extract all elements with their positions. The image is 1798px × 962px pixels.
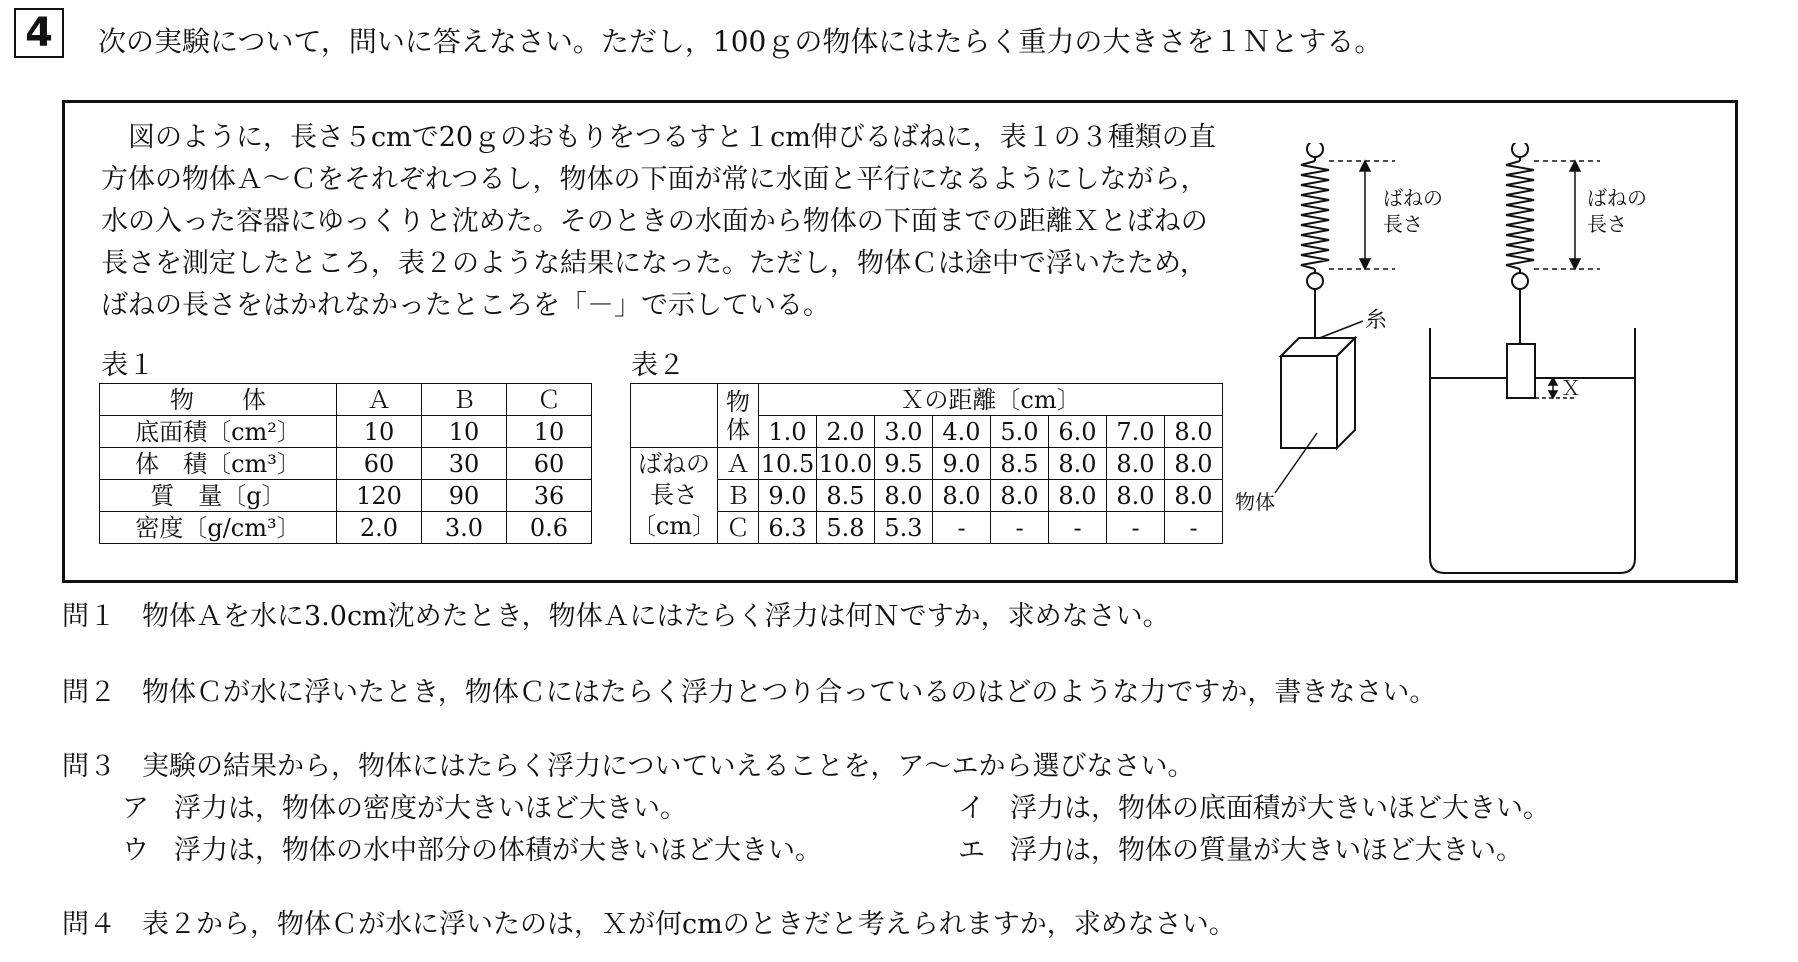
table2-object-header: 物体 [718,384,759,448]
table2-cell: - [991,512,1049,544]
table2-cell: 5.8 [817,512,875,544]
option-a-label: ア [122,793,149,824]
figure-svg [1235,143,1735,583]
table2-row [631,448,1223,480]
table2-cell: 9.0 [759,480,817,512]
spring-in-air [1301,143,1329,348]
spring-label-2-line1: ばねの [1587,186,1647,210]
table1-cell: 体 積〔cm³〕 [100,448,337,480]
spring-label-2-line2: 長さ [1587,212,1627,236]
table2-x-header: Ｘの距離〔cm〕 [759,384,1223,416]
table1 [99,383,592,544]
option-e-label: エ [958,835,985,866]
table2-cell: 8.0 [1049,448,1107,480]
passage-line-3: 水の入った容器にゆっくりと沈めた。そのときの水面から物体の下面までの距離Ｘとばねの [101,206,1208,237]
table2-x-value: 5.0 [991,416,1049,448]
table1-head-cell: 物 体 [100,384,337,416]
question-2-number: 問２ [62,677,116,708]
experiment-box [62,100,1738,583]
table2-cell: 8.0 [1107,480,1165,512]
table2-cell: - [933,512,991,544]
table2-cell: 5.3 [875,512,933,544]
object-box-icon [1281,338,1355,448]
table2-cell: 8.0 [1107,448,1165,480]
table2-cell: - [1107,512,1165,544]
table1-cell: 2.0 [337,512,422,544]
top-hook-icon [1512,143,1528,157]
table2-cell: 8.0 [933,480,991,512]
table1-cell: 質 量〔g〕 [100,480,337,512]
table2-x-value: 8.0 [1165,416,1223,448]
spring-label-1-line2: 長さ [1383,212,1423,236]
table2 [630,383,1223,544]
table1-cell: 120 [337,480,422,512]
option-u [122,828,822,867]
table1-cell: 60 [337,448,422,480]
question-4-text: 表２から，物体Ｃが水に浮いたのは，Ｘが何cmのときだと考えられますか，求めなさい。 [142,909,1236,940]
table2-label: 表２ [631,350,685,381]
thread-pointer [1317,321,1363,339]
table2-row-label-line: 長さ [650,481,698,509]
table2-cell: - [1049,512,1107,544]
question-2 [62,670,1436,709]
table2-row-label [631,448,718,544]
question-4-number: 問４ [62,909,116,940]
table2-cell: 9.0 [933,448,991,480]
table2-head-row [631,384,1223,416]
option-u-text: 浮力は，物体の水中部分の体積が大きいほど大きい。 [174,835,822,866]
option-u-label: ウ [122,835,149,866]
table2-cell: - [1165,512,1223,544]
table1-row [100,448,592,480]
option-a [122,786,687,825]
table2-x-value: 7.0 [1107,416,1165,448]
table2-cell: 8.5 [991,448,1049,480]
table2-object-cell: Ｂ [718,480,759,512]
passage-line-1: 図のように，長さ５cmで20ｇのおもりをつるすと１cm伸びるばねに，表１の３種類の直 [128,122,1216,153]
table2-row [631,512,1223,544]
table2-cell: 6.3 [759,512,817,544]
option-i-text: 浮力は，物体の底面積が大きいほど大きい。 [1010,793,1550,824]
table2-cell: 8.5 [817,480,875,512]
thread-label: 糸 [1365,308,1388,333]
table1-cell: 密度〔g/cm³〕 [100,512,337,544]
table1-cell: 36 [507,480,592,512]
table2-object-cell: Ａ [718,448,759,480]
table1-cell: 60 [507,448,592,480]
experiment-figure [1235,143,1735,583]
table2-cell: 8.0 [1165,480,1223,512]
table1-cell: 3.0 [422,512,507,544]
table2-cell: 10.0 [817,448,875,480]
spring-coil-icon [1301,161,1329,269]
bottom-hook-icon [1307,273,1323,289]
question-1-text: 物体Ａを水に3.0cm沈めたとき，物体Ａにはたらく浮力は何Ｎですか，求めなさい。 [142,601,1170,632]
table1-cell: 0.6 [507,512,592,544]
top-hook-icon [1307,143,1323,157]
option-e-text: 浮力は，物体の質量が大きいほど大きい。 [1010,835,1523,866]
table1-head-cell: Ｃ [507,384,592,416]
table1-cell: 90 [422,480,507,512]
question-2-text: 物体Ｃが水に浮いたとき，物体Ｃにはたらく浮力とつり合っているのはどのような力ですか，書きなさい。 [142,677,1437,708]
table2-x-value: 2.0 [817,416,875,448]
table1-head-row [100,384,592,416]
table2-cell: 8.0 [1165,448,1223,480]
table1-label: 表１ [101,350,155,381]
table1-cell: 10 [507,416,592,448]
question-1-number: 問１ [62,601,116,632]
table1-head-cell: Ｂ [422,384,507,416]
passage-line-5: ばねの長さをはかれなかったところを「－」で示している。 [101,290,830,321]
experiment-description [101,117,1381,327]
table2-object-cell: Ｃ [718,512,759,544]
table2-cell: 8.0 [991,480,1049,512]
table2-row-label-line: 〔cm〕 [631,512,717,540]
option-i [958,786,1550,825]
table2-x-value: 3.0 [875,416,933,448]
question-3 [62,744,1194,783]
spring-label-1-line1: ばねの [1383,186,1443,210]
question-number-box: 4 [14,8,64,58]
table1-cell: 10 [337,416,422,448]
table2-cell: 8.0 [1049,480,1107,512]
table2-x-value: 6.0 [1049,416,1107,448]
table2-row [631,480,1223,512]
table1-cell: 30 [422,448,507,480]
passage-line-4: 長さを測定したところ，表２のような結果になった。ただし，物体Ｃは途中で浮いたため， [101,248,1207,279]
table2-cell: 8.0 [875,480,933,512]
submerged-object-icon [1507,344,1535,398]
table2-cell: 9.5 [875,448,933,480]
passage-line-2: 方体の物体Ａ～Ｃをそれぞれつるし，物体の下面が常に水面と平行になるようにしながら， [101,164,1208,195]
table1-cell: 底面積〔cm²〕 [100,416,337,448]
object-label: 物体 [1235,490,1275,514]
bottom-hook-icon [1512,273,1528,289]
table1-row [100,480,592,512]
spring-coil-icon [1506,161,1534,269]
table2-row-label-line: ばねの [638,450,710,478]
table2-x-value: 1.0 [759,416,817,448]
table1-row [100,512,592,544]
table1-row [100,416,592,448]
question-4 [62,902,1236,941]
table2-cell: 10.5 [759,448,817,480]
x-label: Ｘ [1561,376,1581,400]
spring-in-water-setup [1506,143,1534,344]
option-e [958,828,1523,867]
table1-cell: 10 [422,416,507,448]
question-intro: 次の実験について，問いに答えなさい。ただし，100ｇの物体にはたらく重力の大きさを１Ｎとする。 [98,25,1383,58]
option-a-text: 浮力は，物体の密度が大きいほど大きい。 [174,793,687,824]
table2-corner-cell [631,384,718,448]
question-3-text: 実験の結果から，物体にはたらく浮力についていえることを，ア～エから選びなさい。 [142,751,1195,782]
question-3-number: 問３ [62,751,116,782]
table2-x-value: 4.0 [933,416,991,448]
question-1 [62,594,1170,633]
option-i-label: イ [958,793,985,824]
table1-head-cell: Ａ [337,384,422,416]
